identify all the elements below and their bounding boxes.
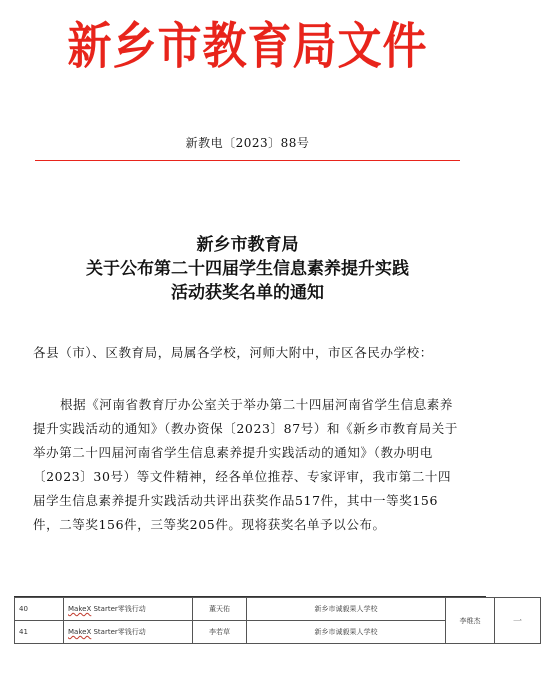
title-line-1: 新乡市教育局 (196, 235, 299, 255)
red-divider-line (35, 160, 460, 161)
entry-title-prefix: MakeX (68, 605, 92, 613)
row-number: 41 (15, 621, 64, 644)
student-name: 李若草 (193, 621, 247, 644)
entry-title-rest: Starter零钱行动 (91, 605, 146, 613)
salutation: 各县（市）、区教育局，局属各学校，河师大附中，市区各民办学校： (33, 345, 433, 360)
body-paragraph: 根据《河南省教育厅办公室关于举办第二十四届河南省学生信息素养提升实践活动的通知》（教办资保〔2023〕87号）和《新乡市教育局关于举办第二十四届河南省学生信息素养提升实践活动的通知》（教办明电〔2023〕30号）等文件精神，经各单位推荐、专家评审，我市第二十四届学生信息素养提升实践活动共评出获奖作品517件，其中一等奖156件，二等奖156件，三等奖205件。现将获奖名单予以公布。 (33, 397, 458, 532)
document-number: 新教电〔2023〕88号 (185, 136, 310, 150)
school-name: 新乡市诚毅果人学校 (247, 598, 446, 621)
entry-title (64, 621, 193, 644)
award-level: 一 (495, 598, 541, 644)
entry-title-rest: Starter零钱行动 (91, 628, 146, 636)
entry-title (64, 598, 193, 621)
entry-title-prefix: MakeX (68, 628, 92, 636)
title-line-2: 关于公布第二十四届学生信息素养提升实践 (86, 259, 409, 279)
title-line-3: 活动获奖名单的通知 (171, 283, 324, 303)
table-row (15, 598, 541, 621)
award-table (14, 596, 522, 645)
notice-title (0, 233, 495, 305)
row-number: 40 (15, 598, 64, 621)
school-name: 新乡市诚毅果人学校 (247, 621, 446, 644)
student-name: 董天佑 (193, 598, 247, 621)
document-masthead: 新乡市教育局文件 (67, 18, 428, 76)
teacher-name: 李维杰 (446, 598, 495, 644)
